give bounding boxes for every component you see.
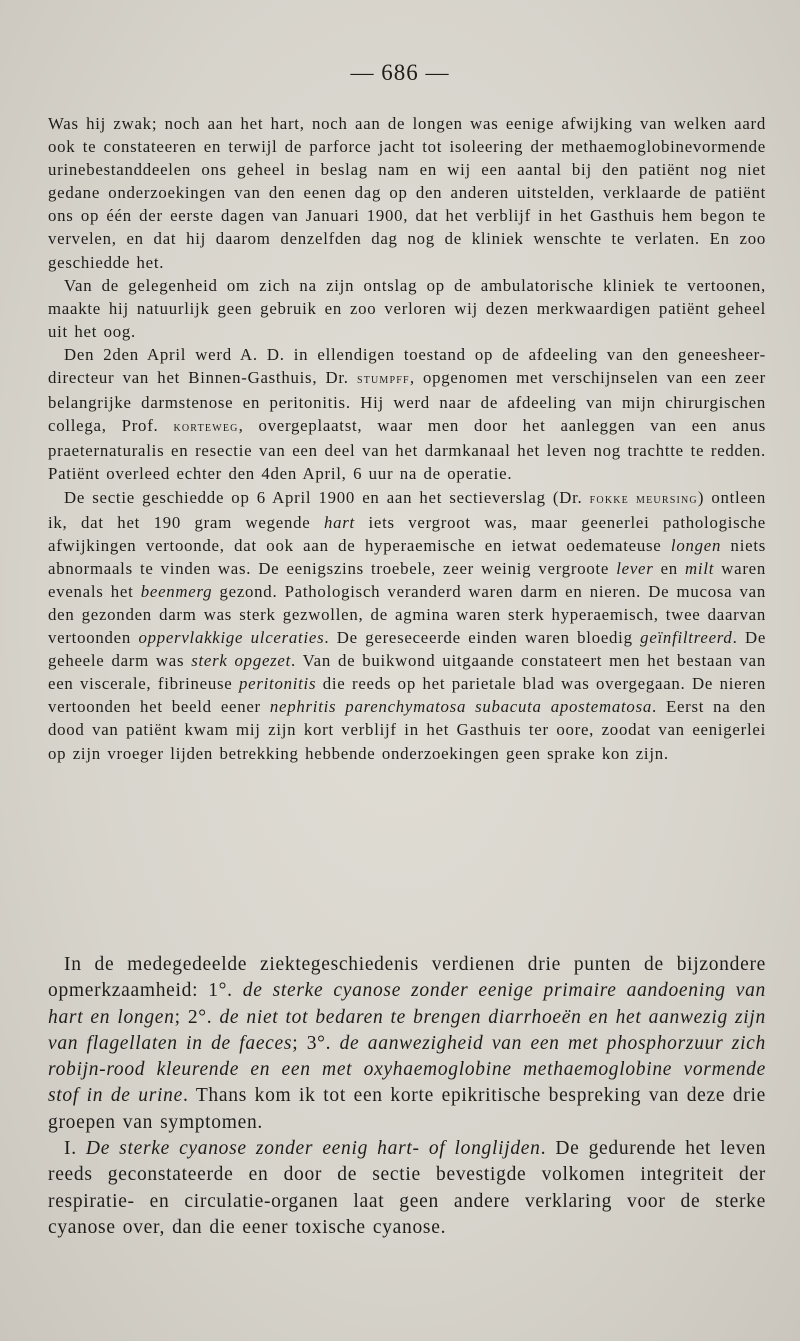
page-number: — 686 — — [350, 60, 450, 85]
text-run: niets abnormaals te vinden was. De eenigszins troebele, zeer weinig vergroote — [48, 535, 767, 578]
italic-term: milt — [685, 558, 715, 578]
text-run: I. — [64, 1138, 86, 1160]
italic-term: de niet tot bedaren te brengen diarrhoeën en het aanwezig zijn van flagellaten in de faeces — [48, 1006, 766, 1054]
person-name: korteweg — [173, 419, 239, 436]
text-run: iets vergroot was, maar geenerlei pathologische afwijkingen vertoonde, dat ook aan de hyperaemische en ietwat oedemateuse — [48, 512, 766, 555]
epicrisis-section — [48, 952, 766, 1241]
text-run: . De geheele darm was — [48, 628, 767, 671]
text-run: , overgeplaatst, waar men door het aanleggen van een anus praeternaturalis en resectie van een deel van het darmkanaal het leven nog trachtte te redden. Patiënt overleed echter den 4den April, 6 uur na de operatie. — [48, 416, 767, 484]
italic-term: peritonitis — [239, 674, 317, 694]
italic-term: de aanwezigheid van een met phosphorzuur zich robijn-rood kleurende en een met oxyhaemoglobine methaemoglobine vormende stof in de urine — [48, 1032, 766, 1107]
text-run: , opgenomen met verschijnselen van een zeer belangrijke darmstenose en peritonitis. Hij werd naar de afdeeling van mijn chirurgischen collega, Prof. — [48, 368, 766, 436]
text-run: en — [653, 558, 686, 578]
text-run: gezond. Pathologisch veranderd waren darm en nieren. De mucosa van den gezonden darm was sterk gezwollen, de agmina waren sterk hyperaemisch, twee daarvan vertoonden — [48, 581, 766, 648]
italic-term: de sterke cyanose zonder eenige primaire aandoening van hart en longen — [48, 980, 766, 1028]
text-run: ; 3°. — [292, 1032, 340, 1054]
italic-term: oppervlakkige ulceraties — [138, 628, 325, 648]
italic-term: sterk opgezet — [191, 651, 292, 671]
person-name: fokke meursing — [589, 490, 698, 507]
paragraph-lost-contact — [48, 274, 766, 343]
paragraph-autopsy — [48, 486, 766, 765]
italic-term: lever — [616, 558, 654, 578]
text-run: waren evenals het — [48, 558, 766, 601]
text-run: ; 2°. — [174, 1006, 220, 1028]
text-run: . De gereseceerde einden waren bloedig — [324, 628, 641, 648]
case-history-section — [48, 112, 766, 765]
text-run: . Van de buikwond uitgaande constateert men het bestaan van een viscerale, fibrineuse — [48, 651, 766, 694]
text-run: ) ontleen ik, dat het 190 gram wegende — [48, 487, 766, 532]
italic-term: De sterke cyanose zonder eenig hart- of longlijden — [85, 1138, 541, 1160]
italic-term: nephritis parenchymatosa subacuta apostematosa — [269, 697, 652, 717]
italic-term: beenmerg — [140, 581, 213, 601]
text-run: . Thans kom ik tot een korte epikritische bespreking van deze drie groepen van symptomen. — [48, 1085, 767, 1133]
paragraph-readmission — [48, 343, 766, 486]
italic-term: longen — [670, 535, 722, 555]
paragraph-discharge — [48, 112, 766, 274]
paragraph-three-points — [48, 952, 766, 1136]
italic-term: geïnfiltreerd — [640, 628, 733, 648]
text-run: In de medegedeelde ziektegeschiedenis verdienen drie punten de bijzondere opmerkzaamheid: 1°. — [48, 954, 766, 1002]
person-name: stumpff — [356, 371, 410, 388]
paragraph-cyanose — [48, 1136, 766, 1241]
text-run: . De gedurende het leven reeds geconstateerde en door de sectie bevestigde volkomen integriteit der respiratie- en circulatie-organen laat geen andere verklaring voor de sterke cyanose over, dan die eener toxische cyanose. — [48, 1138, 767, 1238]
italic-term: hart — [323, 512, 355, 532]
text-run: Was hij zwak; noch aan het hart, noch aan de longen was eenige afwijking van welken aard ook te constateeren en terwijl de parforce jacht tot isoleering der methaemoglobinevormende urinebestanddeelen ons geheel in beslag nam en wij een aantal bij den patiënt nog niet gedane onderzoekingen van den eenen dag op den anderen uitstelden, verklaarde de patiënt ons op één der eerste dagen van Januari 1900, dat het verblijf in het Gasthuis hem begon te vervelen, en dat hij daarom denzelfden dag nog de kliniek wenschte te verlaten. En zoo geschiedde het. — [48, 114, 766, 272]
text-run: die reeds op het parietale blad was overgegaan. De nieren vertoonden het beeld eener — [48, 674, 767, 717]
text-run: Den 2den April werd A. D. in ellendigen toestand op de afdeeling van den geneesheer-directeur van het Binnen-Gasthuis, Dr. — [48, 344, 766, 388]
text-run: Van de gelegenheid om zich na zijn ontslag op de ambulatorische kliniek te vertoonen, maakte hij natuurlijk geen gebruik en zoo verloren wij dezen merkwaardigen patiënt geheel uit het oog. — [48, 275, 766, 341]
text-run: . Eerst na den dood van patiënt kwam mij zijn kort verblijf in het Gasthuis ter oore, zoodat van eenigerlei op zijn vroeger lijden betrekking hebbende onderzoekingen geen sprake kon zijn. — [48, 697, 766, 763]
text-run: De sectie geschiedde op 6 April 1900 en aan het sectieverslag (Dr. — [64, 487, 590, 507]
